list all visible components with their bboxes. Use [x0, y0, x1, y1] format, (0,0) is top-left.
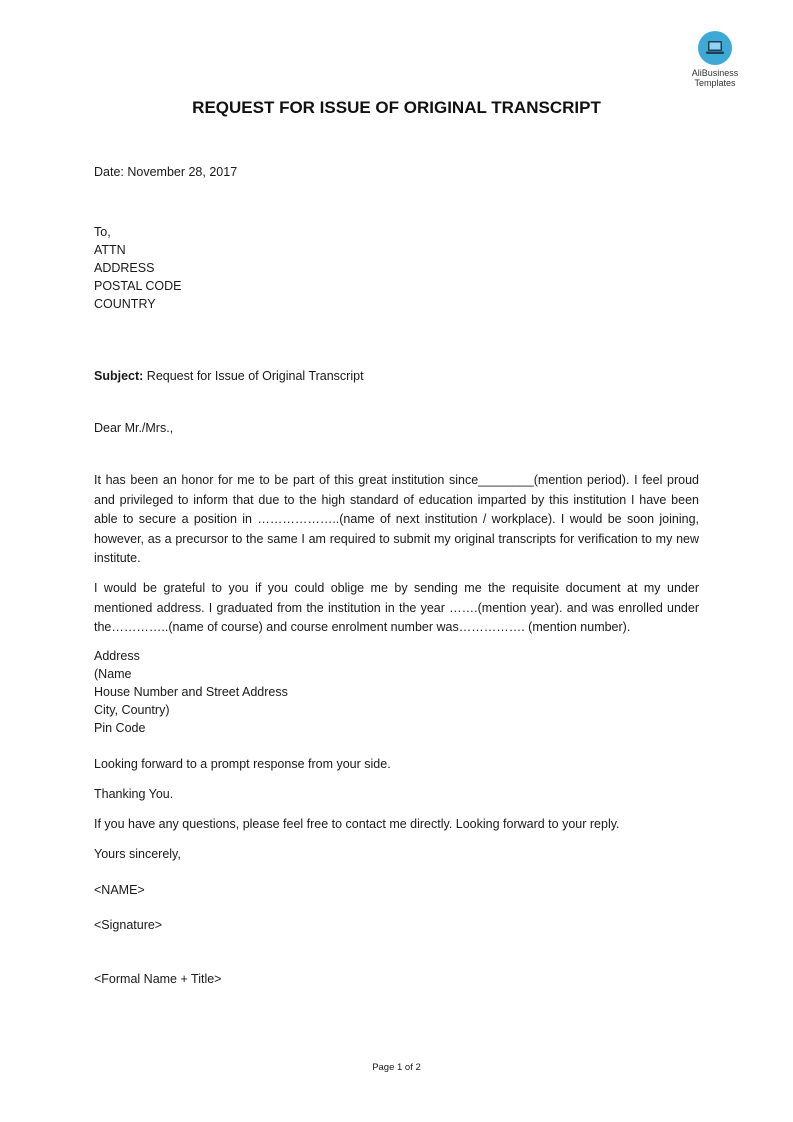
address-label: Address: [94, 649, 140, 663]
closing-line-1: Looking forward to a prompt response from your side.: [94, 757, 391, 771]
document-title: REQUEST FOR ISSUE OF ORIGINAL TRANSCRIPT: [192, 98, 601, 117]
recipient-country: COUNTRY: [94, 297, 156, 311]
subject-line: [94, 367, 364, 385]
body-paragraph-2: I would be grateful to you if you could oblige me by sending me the requisite document at my under mentioned address. I graduated from the institution in the year …….(mention year). and was enrolled under the…………..(name of course) and course enrolment number was……………. (mention number).: [94, 581, 699, 634]
address-street: House Number and Street Address: [94, 685, 288, 699]
closing-line-4: Yours sincerely,: [94, 847, 181, 861]
subject-label: Subject:: [94, 369, 144, 383]
recipient-address: ADDRESS: [94, 261, 155, 275]
address-name: (Name: [94, 667, 132, 681]
address-pin-code: Pin Code: [94, 721, 146, 735]
recipient-attn: ATTN: [94, 243, 126, 257]
address-city-country: City, Country): [94, 703, 170, 717]
laptop-icon: [698, 31, 732, 65]
alibusiness-logo: [686, 31, 744, 88]
signature-formal-name: <Formal Name + Title>: [94, 972, 222, 986]
body-paragraph-1: It has been an honor for me to be part of this great institution since________(mention period). I feel proud and privileged to inform that due to the high standard of education imparted by this institution I have been able to secure a position in ………………..(name of next institution / workplace). I would be soon joining, however, as a precursor to the same I am required to submit my original transcripts for verification to my new institute.: [94, 473, 699, 565]
signature-name: <NAME>: [94, 883, 145, 897]
signature-placeholder: <Signature>: [94, 918, 163, 932]
closing-line-3: If you have any questions, please feel free to contact me directly. Looking forward to your reply.: [94, 817, 620, 831]
logo-text-line2: Templates: [694, 78, 736, 88]
logo-text-line1: AliBusiness: [691, 68, 739, 78]
closing-line-2: Thanking You.: [94, 787, 174, 801]
page-number-footer: Page 1 of 2: [372, 1062, 421, 1073]
recipient-to: To,: [94, 225, 111, 239]
recipient-postal-code: POSTAL CODE: [94, 279, 182, 293]
date-line: Date: November 28, 2017: [94, 165, 238, 179]
salutation: Dear Mr./Mrs.,: [94, 421, 174, 435]
subject-text: Request for Issue of Original Transcript: [143, 369, 364, 383]
